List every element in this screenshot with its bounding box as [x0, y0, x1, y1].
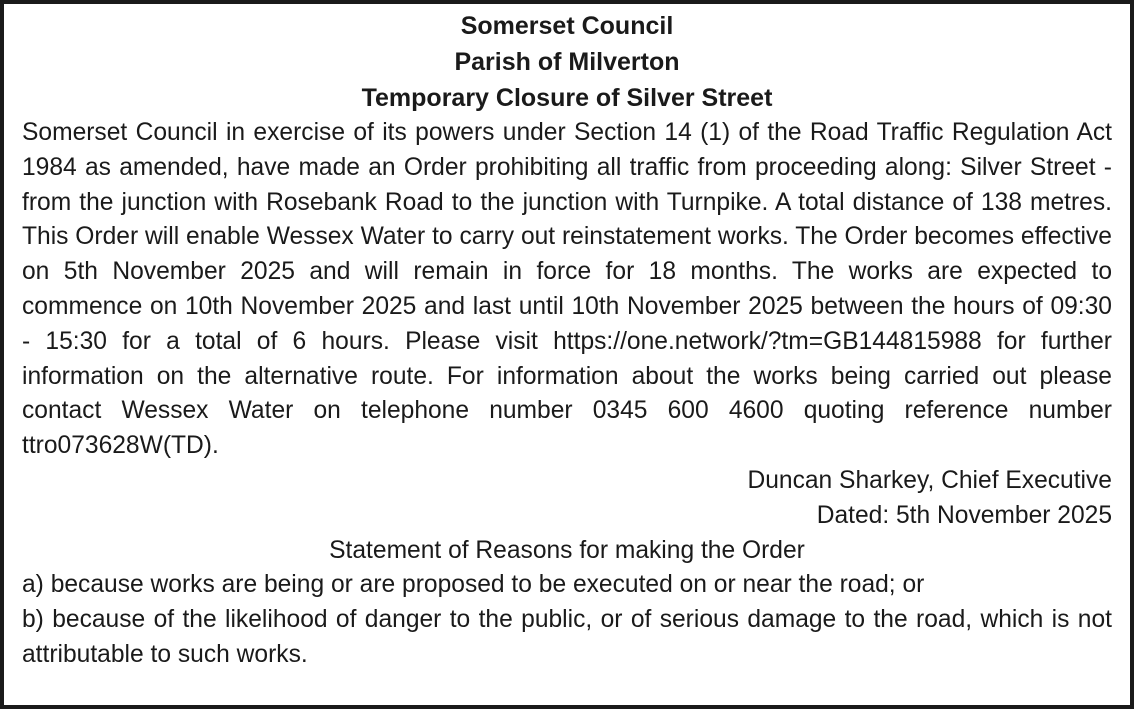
dated-line: Dated: 5th November 2025: [816, 501, 1112, 529]
reasons-title: Statement of Reasons for making the Order: [329, 536, 805, 564]
signatory: Duncan Sharkey, Chief Executive: [747, 466, 1112, 494]
notice-body: Somerset Council in exercise of its powers under Section 14 (1) of the Road Traffic Regulation Act 1984 as amended, have made an Order prohibiting all traffic from proceeding along: Silver Street - from the junction with Rosebank Road to the junction with Turnpike. A total distance of 138 metres. This Order will enable Wessex Water to carry out reinstatement works. The Order becomes effective on 5th November 2025 and will remain in force for 18 months. The works are expected to commence on 10th November 2025 and last until 10th November 2025 between the hours of 09:30 - 15:30 for a total of 6 hours. Please visit https://one.network/?tm=GB144815988 for further information on the alternative route. For information about the works being carried out please contact Wessex Water on telephone number 0345 600 4600 quoting reference number ttro073628W(TD).: [22, 119, 1112, 460]
notice-title: Temporary Closure of Silver Street: [361, 84, 773, 112]
parish-heading: Parish of Milverton: [454, 48, 680, 76]
authority-heading: Somerset Council: [460, 12, 674, 40]
reason-a: a) because works are being or are proposed to be executed on or near the road; or: [22, 571, 925, 599]
reason-b: b) because of the likelihood of danger to the public, or of serious damage to the road, which is not attributable to such works.: [22, 606, 1112, 668]
